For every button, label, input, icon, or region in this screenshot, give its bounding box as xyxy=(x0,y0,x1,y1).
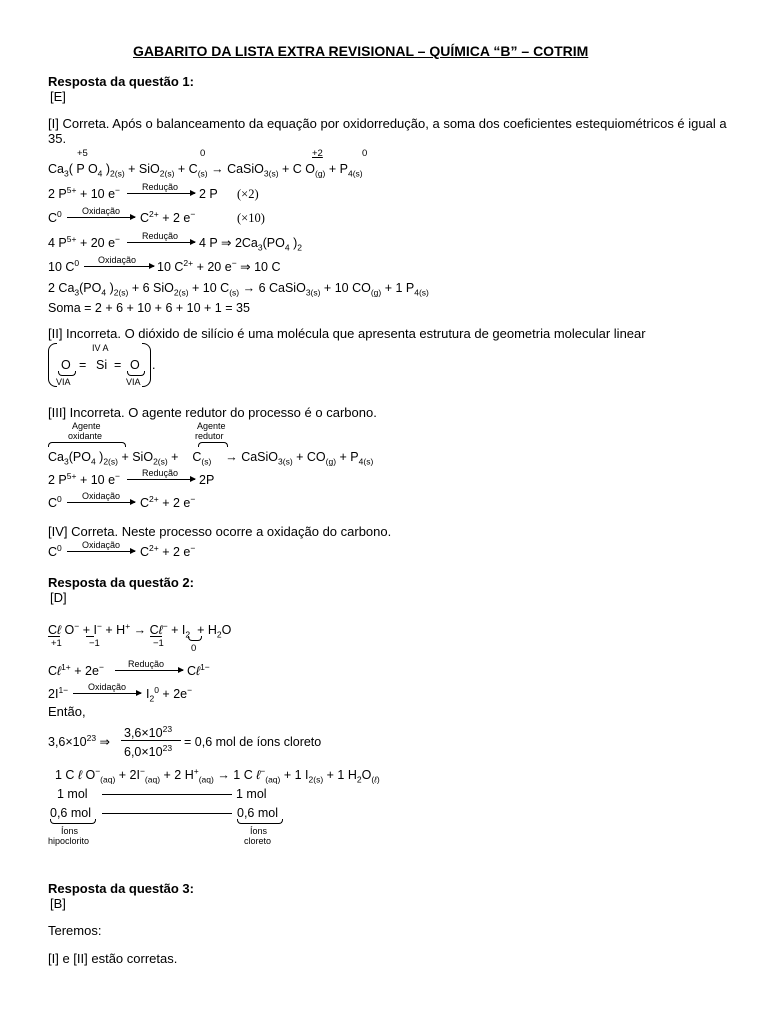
q2-half1-arrow xyxy=(115,670,183,671)
sio2-si: Si xyxy=(96,358,108,372)
q2-row1-line xyxy=(102,794,232,795)
q2-row1-left: 1 mol xyxy=(57,787,88,801)
half3-left: 4 $P^{5+} + 20$ e− xyxy=(48,233,121,250)
q2-underline-i xyxy=(86,636,94,637)
ox-label-p4: 0 xyxy=(362,148,368,159)
q1-item4-text: [IV] Correta. Neste processo ocorre a oxidação do carbono. xyxy=(48,524,392,539)
half2-right: $C^{2+} + 2$ e− xyxy=(140,208,196,225)
q1-item3-text: [III] Incorreta. O agente redutor do processo é o carbono. xyxy=(48,405,377,420)
brace-oxidante xyxy=(48,442,126,447)
half3-arrow-label: Redução xyxy=(142,231,179,241)
q2-brace-clor xyxy=(237,819,283,824)
q1-item3-equation: $Ca_3(PO_4$ )$_{2(s)} + SiO_{2(s)}$ + $C_{(s)}$ → CaSiO$_{3(s)}$ + $CO_{(g)} + P_{4(s)}$ xyxy=(48,450,374,467)
half2-mult: (×10) xyxy=(237,211,265,225)
sio2-eq-right: = xyxy=(114,358,122,372)
q3-teremos: Teremos: xyxy=(48,923,102,938)
item3-half1-left: 2 $P^{5+} + 10$ e− xyxy=(48,470,121,487)
half1-arrow-label: Redução xyxy=(142,182,179,192)
half3-right: 4 P ⇒ $2Ca_3(PO_4$ )$_2$ xyxy=(199,236,302,253)
q2-ox-i: −1 xyxy=(89,638,100,649)
sio2-eq-left: = xyxy=(79,358,87,372)
q2-ions-hipo-1: Íons xyxy=(61,826,79,836)
agent-redutor-1: Agente xyxy=(197,421,226,431)
q1-header: Resposta da questão 1: xyxy=(48,74,194,89)
q2-ions-clor-2: cloreto xyxy=(244,836,272,846)
q1-balanced-equation: 2 $Ca_3(PO_4$ )$_{2(s)} + 6$ SiO$_{2(s)}$ + 10 $C_{(s)} \to 6$ CaSiO$_{3(s)}$ + 10 $CO_{(g)} + 1$ $P_{4(s)}$ xyxy=(48,281,429,298)
sio2-o-right: O xyxy=(130,358,140,372)
agent-redutor-2: redutor xyxy=(195,431,224,441)
half4-arrow-label: Oxidação xyxy=(98,255,137,265)
item3-half2-right: $C^{2+} + 2$ e− xyxy=(140,493,196,510)
q2-ox-cl2: −1 xyxy=(153,638,164,649)
q1-answer: [E] xyxy=(50,89,66,104)
sio2-via-left: VIA xyxy=(56,377,71,387)
half1-right: 2 P xyxy=(199,187,218,201)
q2-fraction-bar xyxy=(121,740,181,741)
q2-equation1: Cℓ O− + I− + H+ → Cℓ− + $I_2 + H_2O$ xyxy=(48,620,232,640)
q2-half2-right: $I_2^0 + 2e^-$ xyxy=(146,684,193,704)
item3-half1-right: 2P xyxy=(199,473,215,487)
half3-arrow xyxy=(127,242,195,243)
q2-header: Resposta da questão 2: xyxy=(48,575,194,590)
item3-half2-left: $C^0$ xyxy=(48,493,62,510)
q2-row2-right: 0,6 mol xyxy=(237,806,278,820)
q3-conclusion: [I] e [II] estão corretas. xyxy=(48,951,178,966)
item3-half2-arrow xyxy=(67,502,135,503)
q2-ions-hipo-2: hipoclorito xyxy=(48,836,90,846)
q2-calc-num: $3,6\times 10^{23}$ xyxy=(124,723,173,740)
q2-brace-i2 xyxy=(188,636,202,641)
brace-redutor xyxy=(198,442,228,447)
q2-entao: Então, xyxy=(48,704,86,719)
q2-answer: [D] xyxy=(50,590,67,605)
q2-equation2: 1 C ℓ $O^-_{(aq)} + 2I^-_{(aq)} + 2$ $H^+_{(aq)} \to 1$ C ℓ−$_{(aq)}$ + 1 $I_{2(s)} + 1$ $H_2O_{(\ell)}$ xyxy=(55,765,380,785)
q1-item1-text: [I] Correta. Após o balanceamento da equação por oxidorredução, a soma dos coeficientes estequiométricos é igual a xyxy=(48,116,727,131)
agent-oxidante-2: oxidante xyxy=(68,431,103,441)
item4-half-arrow xyxy=(67,551,135,552)
q2-brace-hipo xyxy=(50,819,96,824)
q3-answer: [B] xyxy=(50,896,66,911)
ox-label-c2: +2 xyxy=(312,148,323,159)
q1-soma: Soma = 2 + 6 + 10 + 6 + 10 + 1 = 35 xyxy=(48,301,250,315)
q2-half2-arrow xyxy=(73,693,141,694)
q1-item1-text-cont: 35. xyxy=(48,131,67,146)
q1-item2-text: [II] Incorreta. O dióxido de silício é uma molécula que apresenta estrutura de geometria molecular linear xyxy=(48,326,646,341)
ox-label-c: 0 xyxy=(200,148,206,159)
item3-half1-arrow xyxy=(127,479,195,480)
sio2-iva: IV A xyxy=(92,343,109,353)
sio2-via-right: VIA xyxy=(126,377,141,387)
half1-left: 2 $P^{5+} + 10$ e− xyxy=(48,184,121,201)
sio2-o-left: O xyxy=(61,358,71,372)
half4-arrow xyxy=(84,266,154,267)
q1-main-equation: $Ca_3$( P $O_4$ )$_{2(s)} + SiO_{2(s)} + C_{(s)}$ → CaSiO$_{3(s)}$ + C $O_{(g)} + P_{4(s)}$ xyxy=(48,162,363,179)
q2-half2-left: $2I^{1-}$ xyxy=(48,684,69,701)
item4-half-arrow-label: Oxidação xyxy=(82,540,121,550)
q2-half1-arrow-label: Redução xyxy=(128,659,165,669)
q2-calc-den: $6,0\times 10^{23}$ xyxy=(124,742,173,759)
q2-ox-cl: +1 xyxy=(51,638,62,649)
q2-row2-line xyxy=(102,813,232,814)
agent-oxidante-1: Agente xyxy=(72,421,101,431)
q2-half2-arrow-label: Oxidação xyxy=(88,682,127,692)
item3-half1-arrow-label: Redução xyxy=(142,468,179,478)
q2-calc-result: = 0,6 mol de íons cloreto xyxy=(184,735,322,749)
q2-ox-i2: 0 xyxy=(191,643,197,654)
item3-half2-arrow-label: Oxidação xyxy=(82,491,121,501)
q3-header: Resposta da questão 3: xyxy=(48,881,194,896)
q2-ions-clor-1: Íons xyxy=(250,826,268,836)
sio2-brace-left xyxy=(58,371,76,376)
item4-half-left: $C^0$ xyxy=(48,542,62,559)
half4-right: 10 $C^{2+} + 20$ e− ⇒ 10 C xyxy=(157,257,281,274)
sio2-brace-right xyxy=(127,371,145,376)
q2-half1-left: Cℓ$^{1+}$ + 2e− xyxy=(48,661,104,678)
q2-half1-right: Cℓ$^{1-}$ xyxy=(187,661,210,678)
page-title: GABARITO DA LISTA EXTRA REVISIONAL – QUÍMICA “B” – COTRIM xyxy=(133,43,589,59)
q2-underline-cl2 xyxy=(150,636,162,637)
sio2-right-paren xyxy=(142,343,151,387)
sio2-period: . xyxy=(152,358,156,372)
q2-calc-left: $3,6\times 10^{23}$ ⇒ xyxy=(48,732,111,749)
half1-mult: (×2) xyxy=(237,187,259,201)
half2-arrow-label: Oxidação xyxy=(82,206,121,216)
q2-row2-left: 0,6 mol xyxy=(50,806,91,820)
q2-underline-cl xyxy=(48,636,60,637)
half4-left: 10 $C^0$ xyxy=(48,257,80,274)
q2-row1-right: 1 mol xyxy=(236,787,267,801)
item4-half-right: $C^{2+} + 2$ e− xyxy=(140,542,196,559)
ox-label-p: +5 xyxy=(77,148,88,159)
half2-left: $C^0$ xyxy=(48,208,62,225)
half2-arrow xyxy=(67,217,135,218)
half1-arrow xyxy=(127,193,195,194)
